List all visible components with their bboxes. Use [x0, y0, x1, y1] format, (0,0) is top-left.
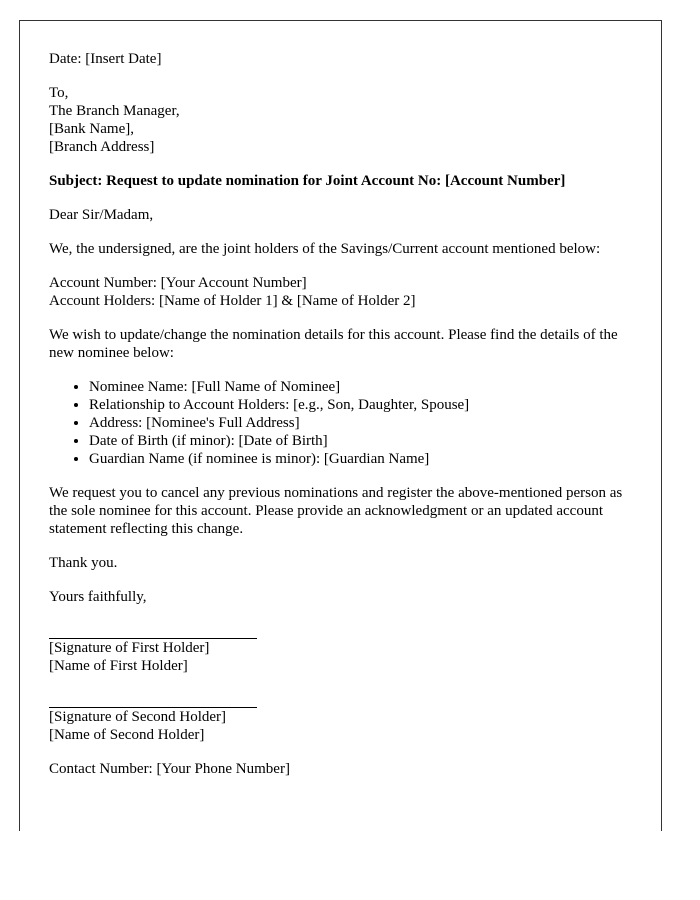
intro-paragraph: We, the undersigned, are the joint holders of the Savings/Current account mentioned below:	[49, 241, 601, 257]
signature-label: [Signature of First Holder]	[49, 640, 210, 656]
signature-line	[49, 675, 257, 708]
list-item: • Address: [Nominee's Full Address]	[89, 414, 640, 432]
list-item: • Guardian Name (if nominee is minor): [Guardian Name]	[89, 450, 640, 468]
account-details	[49, 274, 640, 310]
address-line: To,	[49, 85, 69, 101]
signature-line	[49, 606, 257, 639]
holder-name: [Name of First Holder]	[49, 658, 188, 674]
closing-request-paragraph: We request you to cancel any previous nominations and register the above-mentioned person as the sole nominee for this account. Please provide an acknowledgment or an updated account statement reflecting this change.	[49, 485, 623, 537]
subject-line	[49, 172, 640, 190]
signature-block-second	[49, 675, 640, 744]
holder-name: [Name of Second Holder]	[49, 727, 205, 743]
address-line: [Branch Address]	[49, 139, 155, 155]
subject-text: Subject: Request to update nomination for Joint Account No: [Account Number]	[49, 173, 566, 189]
signature-block-first	[49, 606, 640, 675]
recipient-address	[49, 84, 640, 156]
thanks-line: Thank you.	[49, 555, 118, 571]
nominee-details-list	[49, 378, 640, 468]
salutation: Dear Sir/Madam,	[49, 207, 154, 223]
signature-label: [Signature of Second Holder]	[49, 709, 227, 725]
address-line: [Bank Name],	[49, 121, 134, 137]
contact-line: Contact Number: [Your Phone Number]	[49, 761, 290, 777]
letter-document	[19, 20, 662, 831]
account-holders: Account Holders: [Name of Holder 1] & [Name of Holder 2]	[49, 293, 416, 309]
request-paragraph: We wish to update/change the nomination details for this account. Please find the details of the new nominee below:	[49, 327, 618, 361]
account-number: Account Number: [Your Account Number]	[49, 275, 307, 291]
list-item: • Nominee Name: [Full Name of Nominee]	[89, 378, 640, 396]
address-line: The Branch Manager,	[49, 103, 180, 119]
list-item: • Relationship to Account Holders: [e.g., Son, Daughter, Spouse]	[89, 396, 640, 414]
date-line: Date: [Insert Date]	[49, 51, 162, 67]
sign-off: Yours faithfully,	[49, 589, 147, 605]
list-item: • Date of Birth (if minor): [Date of Birth]	[89, 432, 640, 450]
